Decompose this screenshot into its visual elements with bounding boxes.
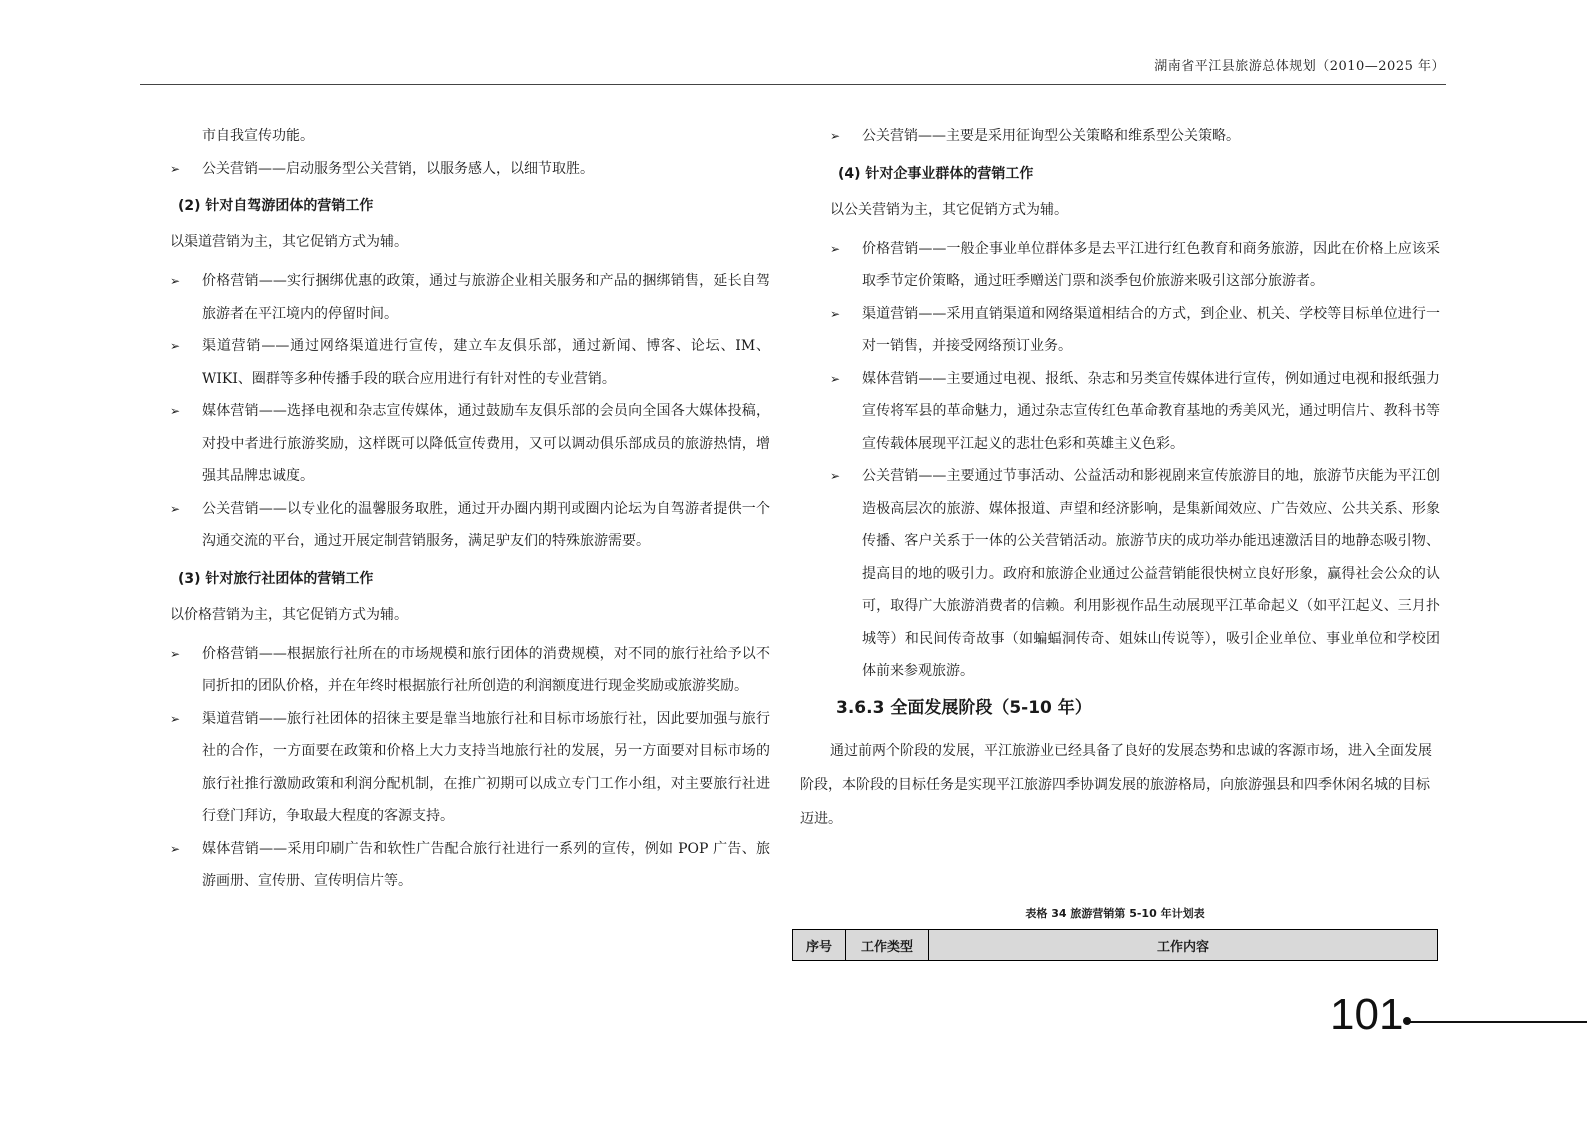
arrow-bullet-icon: ➢ [830, 469, 841, 483]
arrow-bullet-icon: ➢ [170, 501, 181, 516]
list-item: ➢ 公关营销——主要是采用征询型公关策略和维系型公关策略。 [830, 120, 1440, 153]
section-lead: 以渠道营销为主，其它促销方式为辅。 [170, 234, 408, 250]
list-item: ➢ 价格营销——一般企事业单位群体多是去平江进行红色教育和商务旅游，因此在价格上应该采取季节定价策略，通过旺季赠送门票和淡季包价旅游来吸引这部分旅游者。 [830, 233, 1440, 298]
section-lead: 以价格营销为主，其它促销方式为辅。 [170, 606, 408, 623]
header-divider [140, 84, 1446, 85]
list-item: ➢ 公关营销——启动服务型公关营销，以服务感人，以细节取胜。 [170, 153, 770, 186]
section-heading: (4) 针对企事业群体的营销工作 [838, 165, 1034, 182]
table-header-cell: 工作类型 [846, 930, 929, 961]
arrow-bullet-icon: ➢ [170, 646, 181, 661]
table-header-cell: 序号 [793, 930, 846, 961]
arrow-bullet-icon: ➢ [170, 841, 181, 856]
left-column [170, 120, 770, 898]
section-lead: 以公关营销为主，其它促销方式为辅。 [830, 201, 1068, 218]
list-item: ➢ 媒体营销——主要通过电视、报纸、杂志和另类宣传媒体进行宣传，例如通过电视和报纸强力宣传将军县的革命魅力，通过杂志宣传红色革命教育基地的秀美风光，通过明信片、教科书等宣传载体展现平江起义的悲壮色彩和英雄主义色彩。 [830, 363, 1440, 461]
arrow-bullet-icon: ➢ [170, 711, 181, 726]
arrow-bullet-icon: ➢ [830, 241, 841, 256]
arrow-bullet-icon: ➢ [170, 274, 181, 288]
arrow-bullet-icon: ➢ [170, 161, 181, 176]
list-item: ➢ 公关营销——主要通过节事活动、公益活动和影视剧来宣传旅游目的地，旅游节庆能为平江创造极高层次的旅游、媒体报道、声望和经济影响，是集新闻效应、广告效应、公共关系、形象传播、客户关系于一体的公关营销活动。旅游节庆的成功举办能迅速激活目的地静态吸引物、提高目的地的吸引力。政府和旅游企业通过公益营销能很快树立良好形象，赢得社会公众的认可，取得广大旅游消费者的信赖。利用影视作品生动展现平江革命起义（如平江起义、三月扑城等）和民间传奇故事（如蝙蝠洞传奇、姐妹山传说等），吸引企业单位、事业单位和学校团体前来参观旅游。 [830, 460, 1440, 688]
arrow-bullet-icon: ➢ [830, 129, 841, 143]
arrow-bullet-icon: ➢ [170, 404, 181, 418]
arrow-bullet-icon: ➢ [170, 339, 181, 353]
body-paragraph: 通过前两个阶段的发展，平江旅游业已经具备了良好的发展态势和忠诚的客源市场，进入全面发展阶段，本阶段的目标任务是实现平江旅游四季协调发展的旅游格局，向旅游强县和四季休闲名城的目标迈进。 [800, 742, 1432, 827]
list-item: ➢ 渠道营销——采用直销渠道和网络渠道相结合的方式，到企业、机关、学校等目标单位进行一对一销售，并接受网络预订业务。 [830, 298, 1440, 363]
list-item: ➢ 价格营销——实行捆绑优惠的政策，通过与旅游企业相关服务和产品的捆绑销售，延长自驾旅游者在平江境内的停留时间。 [170, 265, 770, 330]
table-header-row [793, 930, 1438, 961]
section-heading: (2) 针对自驾游团体的营销工作 [178, 198, 374, 214]
list-item: ➢ 渠道营销——通过网络渠道进行宣传，建立车友俱乐部，通过新闻、博客、论坛、IM、WIKI、圈群等多种传播手段的联合应用进行有针对性的专业营销。 [170, 330, 770, 395]
list-item: ➢ 媒体营销——采用印刷广告和软性广告配合旅行社进行一系列的宣传，例如 POP 广告、旅游画册、宣传册、宣传明信片等。 [170, 833, 770, 898]
list-item: ➢ 公关营销——以专业化的温馨服务取胜，通过开办圈内期刊或圈内论坛为自驾游者提供一个沟通交流的平台，通过开展定制营销服务，满足驴友们的特殊旅游需要。 [170, 493, 770, 558]
subsection-heading: 3.6.3 全面发展阶段（5-10 年） [836, 697, 1092, 718]
list-item: ➢ 价格营销——根据旅行社所在的市场规模和旅行团体的消费规模，对不同的旅行社给予以不同折扣的团队价格，并在年终时根据旅行社所创造的利润额度进行现金奖励或旅游奖励。 [170, 638, 770, 703]
right-column [800, 120, 1440, 836]
page-number: 101 [1330, 990, 1404, 1039]
list-item: ➢ 媒体营销——选择电视和杂志宣传媒体，通过鼓励车友俱乐部的会员向全国各大媒体投稿，对投中者进行旅游奖励，这样既可以降低宣传费用，又可以调动俱乐部成员的旅游热情，增强其品牌忠诚度。 [170, 395, 770, 493]
table-caption: 表格 34 旅游营销第 5-10 年计划表 [1025, 907, 1205, 920]
arrow-bullet-icon: ➢ [830, 306, 841, 321]
intro-continuation: 市自我宣传功能。 [202, 128, 314, 144]
document-header-title: 湖南省平江县旅游总体规划（2010—2025 年） [1154, 59, 1445, 74]
list-item: ➢ 渠道营销——旅行社团体的招徕主要是靠当地旅行社和目标市场旅行社，因此要加强与旅行社的合作，一方面要在政策和价格上大力支持当地旅行社的发展，另一方面要对目标市场的旅行社推行激励政策和利润分配机制，在推广初期可以成立专门工作小组，对主要旅行社进行登门拜访，争取最大程度的客源支持。 [170, 703, 770, 833]
section-heading: (3) 针对旅行社团体的营销工作 [178, 570, 374, 587]
table-header-cell: 工作内容 [929, 930, 1438, 961]
arrow-bullet-icon: ➢ [830, 371, 841, 386]
page-line-decoration [1408, 1021, 1587, 1023]
plan-table [792, 929, 1438, 961]
